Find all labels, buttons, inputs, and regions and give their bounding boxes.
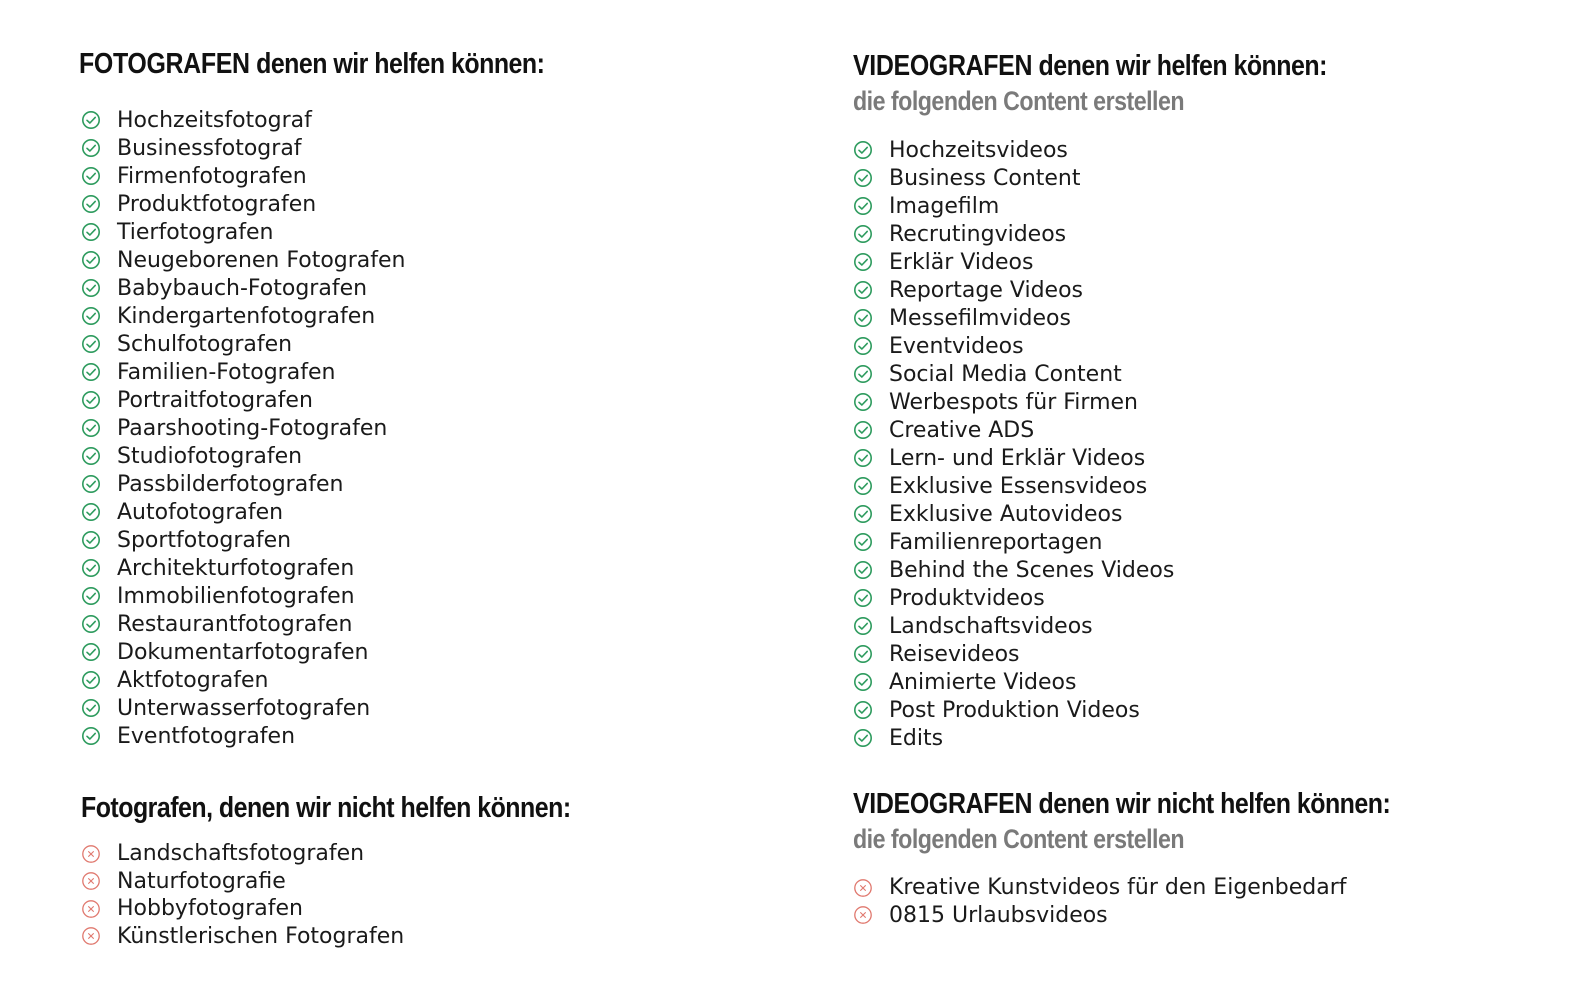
check-circle-icon <box>81 502 101 522</box>
list-item-label: Tierfotografen <box>117 219 274 245</box>
photographers-help-heading <box>79 46 544 82</box>
list-item <box>81 554 620 582</box>
list-item <box>81 666 620 694</box>
check-circle-icon <box>81 558 101 578</box>
list-item <box>853 528 1404 556</box>
list-item-label: Exklusive Essensvideos <box>889 473 1148 499</box>
check-circle-icon <box>853 448 873 468</box>
check-circle-icon <box>81 110 101 130</box>
videographers-help-heading <box>853 48 1327 84</box>
list-item <box>81 246 620 274</box>
list-item <box>81 923 650 951</box>
list-item <box>81 442 620 470</box>
list-item-label: Produktvideos <box>889 585 1045 611</box>
list-item <box>81 582 620 610</box>
list-item-label: Restaurantfotografen <box>117 611 353 637</box>
videographers-help-section <box>853 48 1404 752</box>
list-item <box>81 840 650 868</box>
check-circle-icon <box>81 446 101 466</box>
heading-emphasis: VIDEOGRAFEN <box>853 788 1033 820</box>
list-item-label: Post Produktion Videos <box>889 697 1140 723</box>
check-circle-icon <box>81 222 101 242</box>
check-circle-icon <box>81 166 101 186</box>
list-item <box>81 330 620 358</box>
list-item <box>81 190 620 218</box>
list-item <box>81 638 620 666</box>
heading-emphasis: VIDEOGRAFEN <box>853 50 1033 82</box>
check-circle-icon <box>81 474 101 494</box>
list-item-label: Autofotografen <box>117 499 284 525</box>
list-item-label: Landschaftsvideos <box>889 613 1093 639</box>
list-item-label: Eventvideos <box>889 333 1024 359</box>
list-item-label: Immobilienfotografen <box>117 583 355 609</box>
list-item <box>81 302 620 330</box>
check-circle-icon <box>853 224 873 244</box>
check-circle-icon <box>853 700 873 720</box>
list-item-label: Erklär Videos <box>889 249 1034 275</box>
list-item-label: Studiofotografen <box>117 443 303 469</box>
heading-text: denen wir helfen können: <box>249 48 545 80</box>
list-item-label: Recrutingvideos <box>889 221 1067 247</box>
list-item <box>81 358 620 386</box>
check-circle-icon <box>853 672 873 692</box>
list-item-label: Messefilmvideos <box>889 305 1071 331</box>
list-item <box>853 136 1404 164</box>
check-circle-icon <box>81 250 101 270</box>
list-item-label: Naturfotografie <box>117 868 286 894</box>
list-item-label: Imagefilm <box>889 193 1000 219</box>
list-item <box>853 164 1404 192</box>
list-item <box>853 902 1478 930</box>
list-item <box>81 218 620 246</box>
check-circle-icon <box>853 728 873 748</box>
list-item-label: Werbespots für Firmen <box>889 389 1138 415</box>
list-item-label: Edits <box>889 725 944 751</box>
check-circle-icon <box>853 476 873 496</box>
list-item <box>81 274 620 302</box>
photographers-help-section <box>79 46 620 750</box>
list-item <box>81 868 650 896</box>
list-item-label: Businessfotograf <box>117 135 302 161</box>
list-item <box>853 874 1478 902</box>
check-circle-icon <box>853 280 873 300</box>
list-item-label: Hochzeitsvideos <box>889 137 1068 163</box>
list-item <box>853 584 1404 612</box>
heading-emphasis: FOTOGRAFEN <box>79 48 250 80</box>
videographers-nohelp-list <box>853 874 1478 929</box>
list-item-label: Hochzeitsfotograf <box>117 107 312 133</box>
check-circle-icon <box>853 504 873 524</box>
check-circle-icon <box>81 362 101 382</box>
heading-text: denen wir helfen können: <box>1032 50 1327 82</box>
list-item <box>853 696 1404 724</box>
check-circle-icon <box>81 698 101 718</box>
list-item-label: Architekturfotografen <box>117 555 355 581</box>
list-item-label: Babybauch-Fotografen <box>117 275 368 301</box>
list-item <box>853 388 1404 416</box>
list-item <box>81 414 620 442</box>
list-item-label: 0815 Urlaubsvideos <box>889 902 1108 928</box>
x-circle-icon <box>81 926 101 946</box>
list-item-label: Landschaftsfotografen <box>117 841 365 867</box>
list-item <box>853 640 1404 668</box>
x-circle-icon <box>81 844 101 864</box>
videographers-help-subheading: die folgenden Content erstellen <box>853 86 1185 116</box>
check-circle-icon <box>853 140 873 160</box>
list-item-label: Creative ADS <box>889 417 1035 443</box>
list-item-label: Reportage Videos <box>889 277 1084 303</box>
check-circle-icon <box>81 138 101 158</box>
check-circle-icon <box>853 392 873 412</box>
x-circle-icon <box>853 905 873 925</box>
check-circle-icon <box>81 670 101 690</box>
list-item <box>81 106 620 134</box>
check-circle-icon <box>81 530 101 550</box>
check-circle-icon <box>853 168 873 188</box>
x-circle-icon <box>81 899 101 919</box>
videographers-nohelp-heading <box>853 786 1390 822</box>
list-item <box>853 192 1404 220</box>
list-item-label: Firmenfotografen <box>117 163 307 189</box>
check-circle-icon <box>853 420 873 440</box>
list-item <box>853 556 1404 584</box>
list-item-label: Hobbyfotografen <box>117 896 303 922</box>
check-circle-icon <box>81 390 101 410</box>
list-item-label: Animierte Videos <box>889 669 1077 695</box>
check-circle-icon <box>81 726 101 746</box>
list-item <box>81 722 620 750</box>
list-item-label: Unterwasserfotografen <box>117 695 371 721</box>
heading-text: denen wir nicht helfen können: <box>1032 788 1391 820</box>
list-item <box>853 360 1404 388</box>
list-item-label: Aktfotografen <box>117 667 269 693</box>
photographers-help-list <box>81 106 620 750</box>
list-item-label: Paarshooting-Fotografen <box>117 415 388 441</box>
photographers-nohelp-section <box>81 790 650 950</box>
list-item <box>853 332 1404 360</box>
list-item <box>81 610 620 638</box>
list-item <box>81 694 620 722</box>
list-item-label: Passbilderfotografen <box>117 471 344 497</box>
check-circle-icon <box>853 588 873 608</box>
list-item <box>853 248 1404 276</box>
videographers-nohelp-subheading: die folgenden Content erstellen <box>853 824 1185 854</box>
check-circle-icon <box>853 364 873 384</box>
list-item <box>853 500 1404 528</box>
list-item <box>853 416 1404 444</box>
list-item-label: Behind the Scenes Videos <box>889 557 1175 583</box>
list-item-label: Familienreportagen <box>889 529 1103 555</box>
photographers-nohelp-list <box>81 840 650 950</box>
list-item-label: Kindergartenfotografen <box>117 303 376 329</box>
list-item <box>81 134 620 162</box>
list-item-label: Portraitfotografen <box>117 387 313 413</box>
list-item <box>853 668 1404 696</box>
list-item-label: Kreative Kunstvideos für den Eigenbedarf <box>889 875 1347 901</box>
check-circle-icon <box>81 614 101 634</box>
list-item-label: Künstlerischen Fotografen <box>117 923 405 949</box>
list-item-label: Dokumentarfotografen <box>117 639 369 665</box>
photographers-nohelp-heading: Fotografen, denen wir nicht helfen können: <box>81 792 571 824</box>
check-circle-icon <box>853 336 873 356</box>
list-item-label: Business Content <box>889 165 1081 191</box>
videographers-nohelp-section <box>853 786 1478 929</box>
check-circle-icon <box>81 278 101 298</box>
list-item-label: Sportfotografen <box>117 527 292 553</box>
list-item-label: Lern- und Erklär Videos <box>889 445 1146 471</box>
list-item-label: Schulfotografen <box>117 331 293 357</box>
check-circle-icon <box>853 560 873 580</box>
list-item-label: Exklusive Autovideos <box>889 501 1123 527</box>
list-item <box>853 724 1404 752</box>
check-circle-icon <box>853 196 873 216</box>
x-circle-icon <box>853 878 873 898</box>
check-circle-icon <box>81 194 101 214</box>
list-item <box>853 304 1404 332</box>
videographers-help-list <box>853 136 1404 752</box>
list-item <box>853 612 1404 640</box>
x-circle-icon <box>81 871 101 891</box>
list-item-label: Produktfotografen <box>117 191 317 217</box>
list-item-label: Familien-Fotografen <box>117 359 336 385</box>
list-item <box>81 526 620 554</box>
check-circle-icon <box>81 306 101 326</box>
list-item <box>853 220 1404 248</box>
list-item <box>81 162 620 190</box>
check-circle-icon <box>853 616 873 636</box>
check-circle-icon <box>81 334 101 354</box>
list-item-label: Neugeborenen Fotografen <box>117 247 406 273</box>
list-item <box>81 895 650 923</box>
list-item-label: Reisevideos <box>889 641 1020 667</box>
list-item <box>81 386 620 414</box>
check-circle-icon <box>853 644 873 664</box>
list-item <box>81 498 620 526</box>
list-item-label: Social Media Content <box>889 361 1122 387</box>
check-circle-icon <box>81 586 101 606</box>
check-circle-icon <box>853 308 873 328</box>
check-circle-icon <box>853 252 873 272</box>
list-item <box>853 444 1404 472</box>
list-item <box>853 276 1404 304</box>
list-item <box>853 472 1404 500</box>
check-circle-icon <box>81 418 101 438</box>
check-circle-icon <box>853 532 873 552</box>
check-circle-icon <box>81 642 101 662</box>
list-item-label: Eventfotografen <box>117 723 296 749</box>
list-item <box>81 470 620 498</box>
